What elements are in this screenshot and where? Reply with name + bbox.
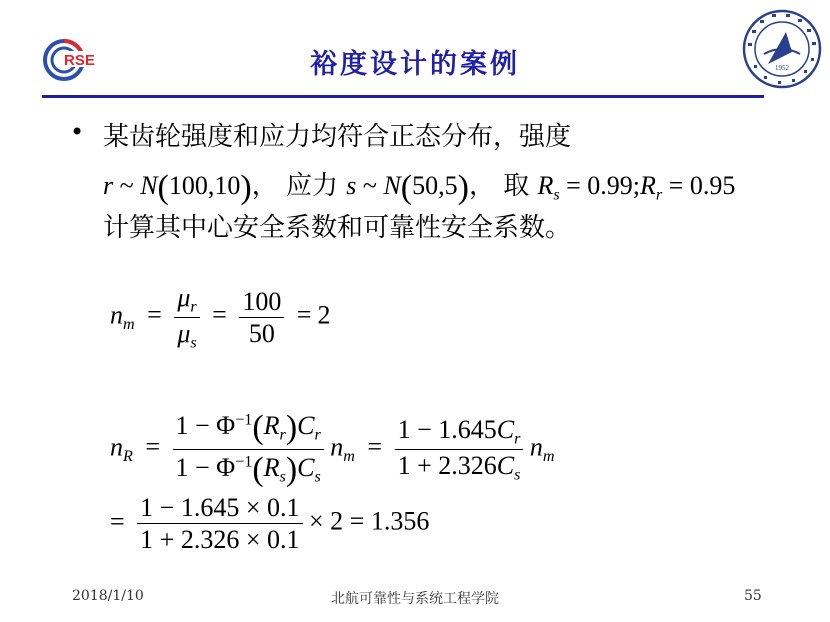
value-fraction: $\frac{100}{50}$: [239, 286, 284, 349]
phi-fraction: $\frac{1 - \Phi^{-1}(R_r)C_r}{1 - \Phi^{-1}(R_s)C_s}$: [173, 408, 324, 491]
university-seal-icon: [742, 8, 822, 90]
central-safety-result: 2: [317, 300, 331, 330]
equation-numeric-result: = $\frac{1 - 1.645 \times 0.1}{1 + 2.326 \times 0.1}$ × 2 = 1.356: [110, 493, 430, 555]
rs-value: = 0.99;: [559, 171, 641, 200]
reliability-safety-result: × 2 = 1.356: [309, 506, 430, 536]
normal-dist-1: N: [140, 171, 158, 200]
strength-params: 100,10: [168, 171, 241, 200]
university-seal: [742, 8, 822, 90]
equation-central-safety-factor: $n_m$ = $\frac{\mu_r}{\mu_s}$ = $\frac{100}{50}$ = 2: [110, 283, 331, 352]
cov-fraction: $\frac{1 - 1.645C_r}{1 + 2.326C_s}$: [395, 414, 524, 485]
mu-fraction: $\frac{\mu_r}{\mu_s}$: [174, 282, 199, 353]
problem-line-1: 某齿轮强度和应力均符合正态分布，强度: [103, 122, 572, 152]
strength-var: r: [103, 171, 114, 200]
footer-date: 2018/1/10: [72, 588, 144, 604]
header-rule: [42, 95, 764, 98]
equation-reliability-safety-factor: $n_R$ = $\frac{1 - \Phi^{-1}(R_r)C_r}{1 - \Phi^{-1}(R_s)C_s}$ $n_m$ = $\frac{1 - 1.645C_r}{1 + 2.326C_s}$ $n_m$: [110, 408, 555, 491]
problem-line-2: r ~ N(100,10)， 应力 s ~ N(50,5)， 取 $R_s$ = $0.99;R_r = 0.95$: [103, 169, 736, 206]
page-number: 55: [744, 588, 762, 604]
problem-line-3: 计算其中心安全系数和可靠性安全系数。: [103, 213, 572, 243]
slide-title: 裕度设计的案例: [310, 49, 520, 80]
rr-value: = 0.95: [662, 171, 736, 200]
stress-params: 50,5: [412, 171, 458, 200]
normal-dist-2: N: [383, 171, 401, 200]
svg-text:RSE: RSE: [64, 52, 95, 69]
svg-text:1952: 1952: [775, 64, 789, 72]
bullet: •: [70, 118, 85, 146]
footer-organization: 北航可靠性与系统工程学院: [331, 591, 499, 607]
stress-var: s: [346, 171, 357, 200]
numeric-fraction: $\frac{1 - 1.645 \times 0.1}{1 + 2.326 \times 0.1}$: [137, 492, 302, 555]
